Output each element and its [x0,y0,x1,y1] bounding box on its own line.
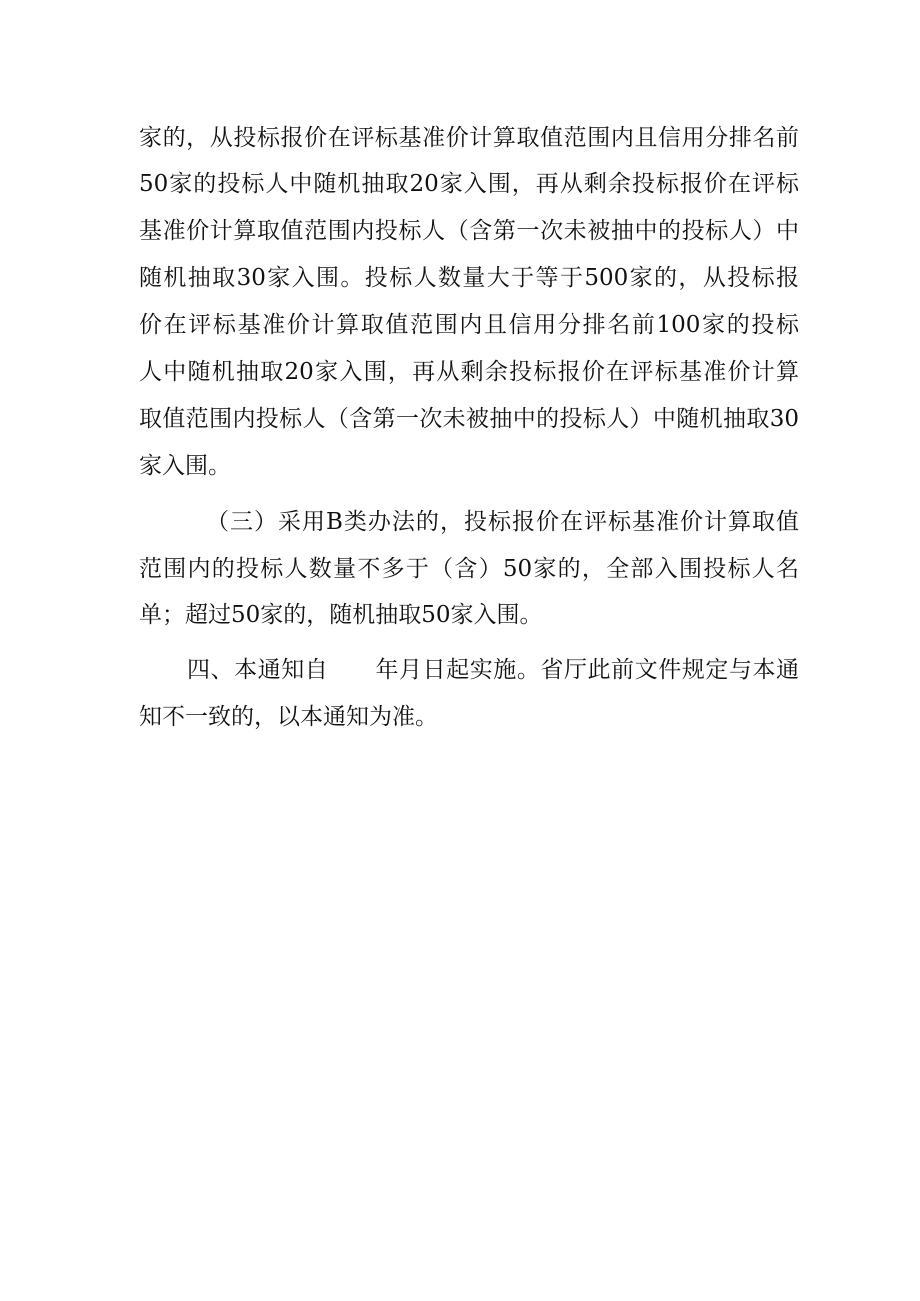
text-line: （三）采用B类办法的，投标报价在评标基准价计算取值 [206,509,799,535]
text-line: 知不一致的，以本通知为准。 [139,704,438,730]
text-line: 家的，从投标报价在评标基准价计算取值范围内且信用分排名前 [139,125,799,151]
text-line: 家入围。 [139,453,231,479]
text-line: 范围内的投标人数量不多于（含）50家的，全部入围投标人名 [139,556,799,582]
text-line: 取值范围内投标人（含第一次未被抽中的投标人）中随机抽取30 [139,406,799,432]
text-line: 随机抽取30家入围。投标人数量大于等于500家的，从投标报 [139,265,799,291]
text-line: 价在评标基准价计算取值范围内且信用分排名前100家的投标 [139,312,799,338]
text-line: 四、本通知自 年月日起实施。省厅此前文件规定与本通 [187,657,799,683]
text-line: 人中随机抽取20家入围，再从剩余投标报价在评标基准价计算 [139,359,799,385]
text-line: 50家的投标人中随机抽取20家入围，再从剩余投标报价在评标 [139,171,799,197]
text-line: 单；超过50家的，随机抽取50家入围。 [139,602,543,628]
text-line: 基准价计算取值范围内投标人（含第一次未被抽中的投标人）中 [139,218,799,244]
